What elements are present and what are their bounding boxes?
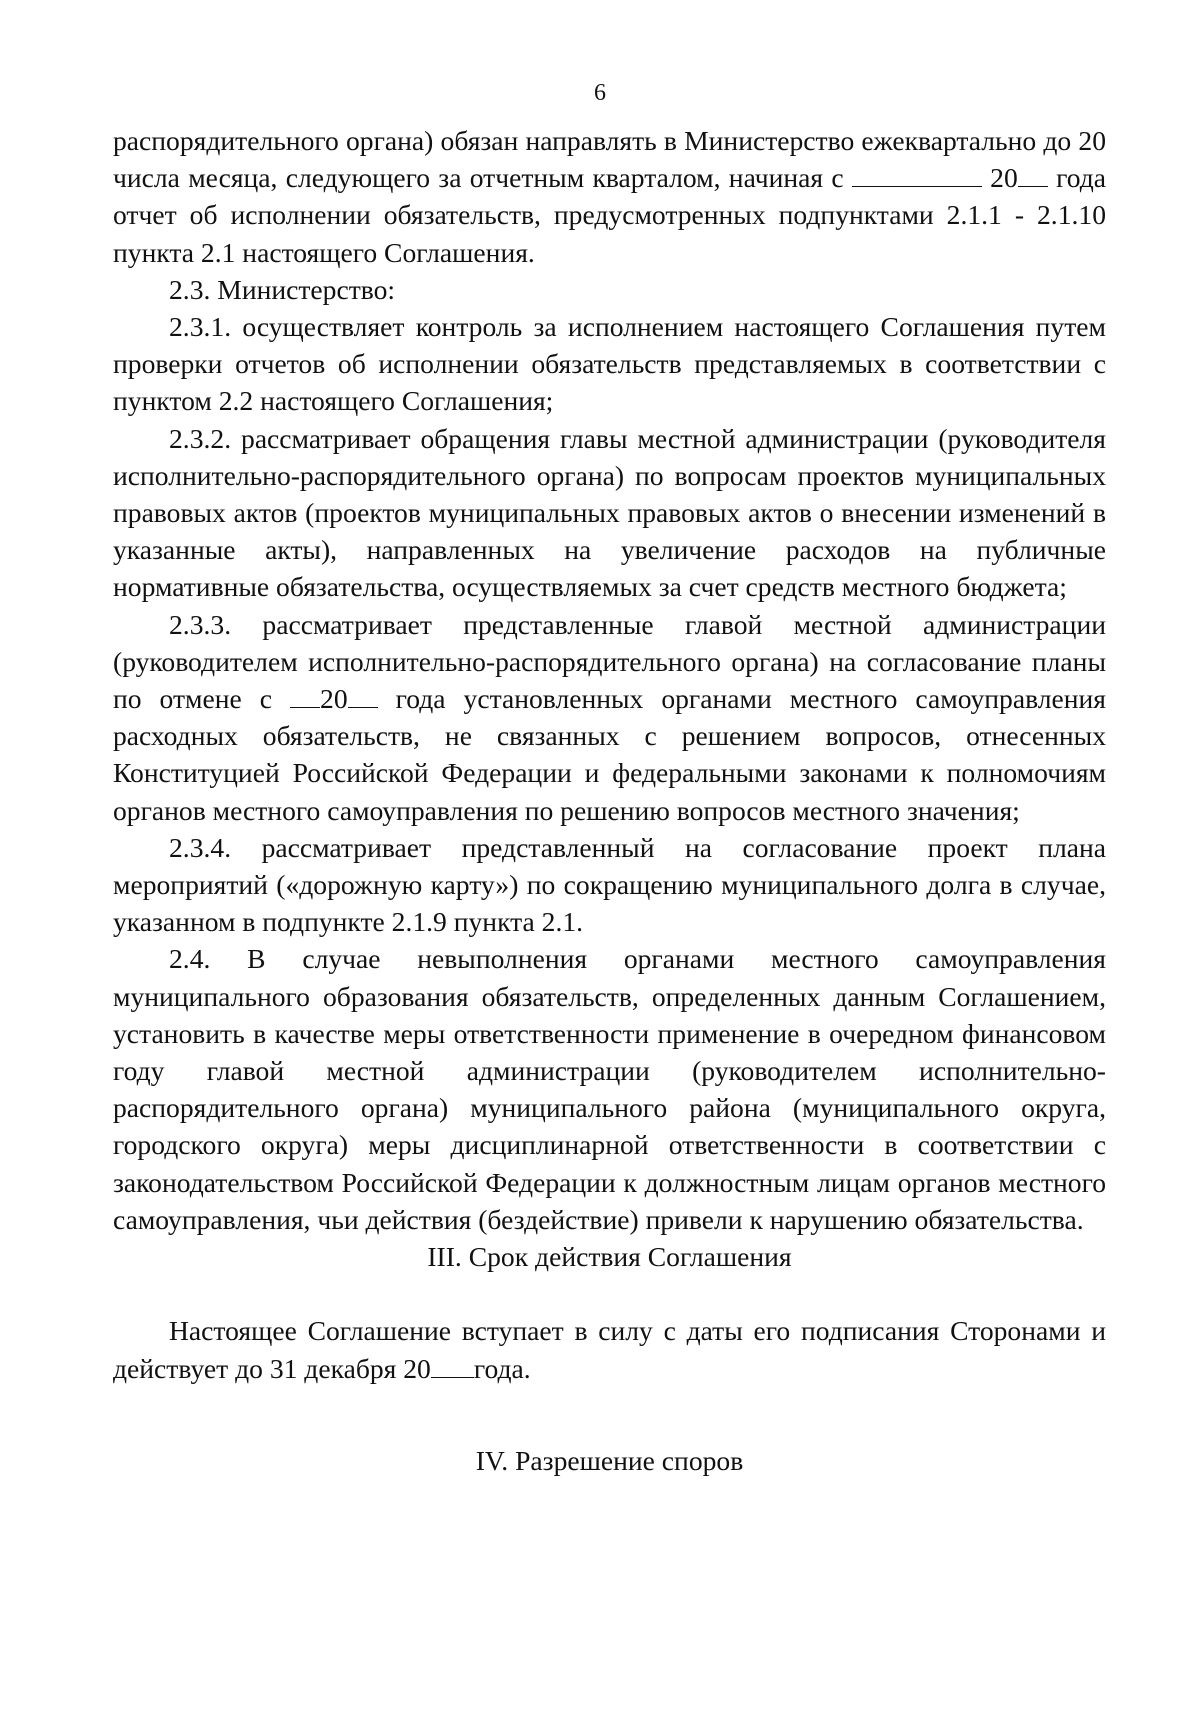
p1-text-b: 20 [981, 162, 1018, 194]
paragraph-2-3: 2.3. Министерство: [169, 273, 396, 305]
blank-line [348, 683, 378, 708]
blank-line [290, 683, 320, 708]
p1-text-c: года отчет об исполнении обязательств, предусмотренных подпунктами 2.1.1 - 2.1.10 пункта 2.1 настоящего Соглашения. [113, 162, 1106, 268]
p1-text-a: распорядительного органа) обязан направлять в Министерство ежеквартально до 20 числа месяца, следующего за отчетным кварталом, начиная с [113, 125, 1106, 194]
blank-line [1018, 162, 1048, 187]
p5-text-c: года установленных органами местного самоуправления расходных обязательств, не связанных с решением вопросов, отнесенных Конституцией Российской Федерации и федеральными законами к полномочиям органов местного самоуправления по решению вопросов местного значения; [113, 683, 1106, 826]
paragraph-2-2-continued [113, 122, 1106, 271]
spacer [113, 1275, 1106, 1312]
page-number: 6 [594, 80, 606, 106]
blank-line [852, 162, 982, 187]
document-body [113, 122, 1106, 1479]
paragraph-2-3-1: 2.3.1. осуществляет контроль за исполнением настоящего Соглашения путем проверки отчетов об исполнении обязательств представляемых в соответствии с пунктом 2.2 настоящего Соглашения; [113, 311, 1106, 417]
paragraph-2-4: 2.4. В случае невыполнения органами местного самоуправления муниципального образования обязательств, определенных данным Соглашением, установить в качестве меры ответственности применение в очередном финансовом году главой местной администрации (руководителем исполнительно-распорядительного органа) муниципального района (муниципального округа, городского округа) меры дисциплинарной ответственности в соответствии с законодательством Российской Федерации к должностным лицам органов местного самоуправления, чьи действия (бездействие) привели к нарушению обязательства. [113, 943, 1106, 1235]
s3-text-b: года. [473, 1352, 531, 1384]
paragraph-2-3-3 [113, 606, 1106, 829]
section-3-heading: III. Срок действия Соглашения [427, 1241, 792, 1273]
section-3-paragraph [113, 1312, 1106, 1386]
section-4-heading: IV. Разрешение споров [475, 1444, 744, 1476]
paragraph-2-3-2: 2.3.2. рассматривает обращения главы местной администрации (руководителя исполнительно-распорядительного органа) по вопросам проектов муниципальных правовых актов (проектов муниципальных правовых актов о внесении изменений в указанные акты), направленных на увеличение расходов на публичные нормативные обязательства, осуществляемых за счет средств местного бюджета; [113, 422, 1106, 603]
spacer [113, 1387, 1106, 1442]
p5-text-a: 2.3.3. рассматривает представленные главой местной администрации (руководителем исполнительно-распорядительного органа) на согласование планы по отмене с [113, 608, 1106, 715]
s3-text-a: Настоящее Соглашение вступает в силу с даты его подписания Сторонами и действует до 31 декабря 20 [113, 1315, 1106, 1384]
p5-text-b: 20 [320, 683, 348, 715]
paragraph-2-3-4: 2.3.4. рассматривает представленный на согласование проект плана мероприятий («дорожную карту») по сокращению муниципального долга в случае, указанном в подпункте 2.1.9 пункта 2.1. [113, 831, 1106, 938]
blank-line [431, 1353, 474, 1378]
